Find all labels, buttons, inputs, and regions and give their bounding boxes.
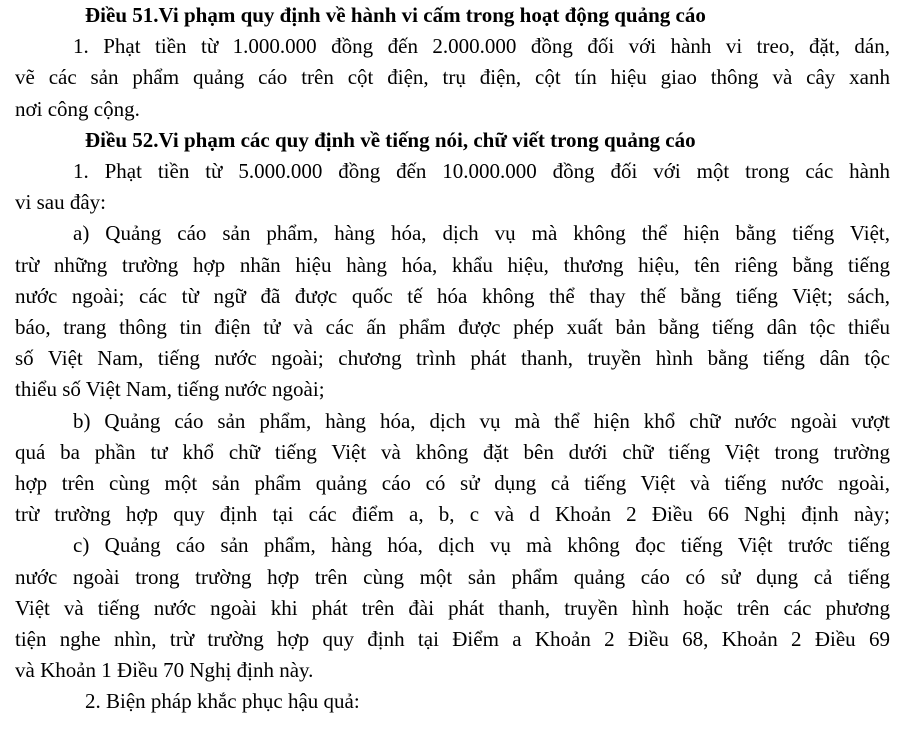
article-52-point-b-line-1: b) Quảng cáo sản phẩm, hàng hóa, dịch vụ mà thể hiện khổ chữ nước ngoài vượt [73, 408, 890, 433]
article-52-point-b-line-3: hợp trên cùng một sản phẩm quảng cáo có sử dụng cả tiếng Việt và tiếng nước ngoài, [15, 471, 890, 495]
article-51-clause-1-line-3: nơi công cộng. [15, 96, 140, 121]
article-52-point-c-line-2: nước ngoài trong trường hợp trên cùng một sản phẩm quảng cáo có sử dụng cả tiếng [15, 564, 890, 589]
article-52-clause-2: 2. Biện pháp khắc phục hậu quả: [85, 689, 360, 714]
article-52-point-a-line-1: a) Quảng cáo sản phẩm, hàng hóa, dịch vụ mà không thể hiện bằng tiếng Việt, [73, 221, 890, 246]
article-52-point-a-line-5: số Việt Nam, tiếng nước ngoài; chương trình phát thanh, truyền hình bằng tiếng dân tộc [15, 346, 890, 371]
article-52-point-a-line-4: báo, trang thông tin điện tử và các ấn phẩm được phép xuất bản bằng tiếng dân tộc thiểu [15, 315, 890, 339]
article-52-point-c-line-5: và Khoản 1 Điều 70 Nghị định này. [15, 658, 314, 683]
article-52-point-a-line-3: nước ngoài; các từ ngữ đã được quốc tế hóa không thể thay thế bằng tiếng Việt; sách, [15, 283, 890, 308]
article-51-clause-1-line-2: vẽ các sản phẩm quảng cáo trên cột điện, trụ điện, cột tín hiệu giao thông và cây xanh [15, 65, 890, 90]
article-52-point-b-line-2: quá ba phần tư khổ chữ tiếng Việt và không đặt bên dưới chữ tiếng Việt trong trường [15, 439, 890, 464]
article-52-heading: Điều 52.Vi phạm các quy định về tiếng nói, chữ viết trong quảng cáo [85, 127, 696, 152]
article-52-point-c-line-1: c) Quảng cáo sản phẩm, hàng hóa, dịch vụ mà không đọc tiếng Việt trước tiếng [73, 533, 890, 558]
article-52-clause-1-line-1: 1. Phạt tiền từ 5.000.000 đồng đến 10.000.000 đồng đối với một trong các hành [73, 159, 890, 183]
article-51-heading: Điều 51.Vi phạm quy định về hành vi cấm trong hoạt động quảng cáo [85, 3, 706, 27]
article-52-point-a-line-2: trừ những trường hợp nhãn hiệu hàng hóa, khẩu hiệu, thương hiệu, tên riêng bằng tiếng [15, 252, 890, 277]
article-52-clause-1-line-2: vi sau đây: [15, 190, 106, 215]
article-51-clause-1-line-1: 1. Phạt tiền từ 1.000.000 đồng đến 2.000.000 đồng đối với hành vi treo, đặt, dán, [73, 34, 890, 59]
article-52-point-c-line-3: Việt và tiếng nước ngoài khi phát trên đài phát thanh, truyền hình hoặc trên các phương [15, 595, 890, 620]
article-52-point-c-line-4: tiện nghe nhìn, trừ trường hợp quy định tại Điểm a Khoản 2 Điều 68, Khoản 2 Điều 69 [15, 627, 890, 651]
article-52-point-a-line-6: thiểu số Việt Nam, tiếng nước ngoài; [15, 377, 325, 402]
article-52-point-b-line-4: trừ trường hợp quy định tại các điểm a, b, c và d Khoản 2 Điều 66 Nghị định này; [15, 502, 890, 527]
